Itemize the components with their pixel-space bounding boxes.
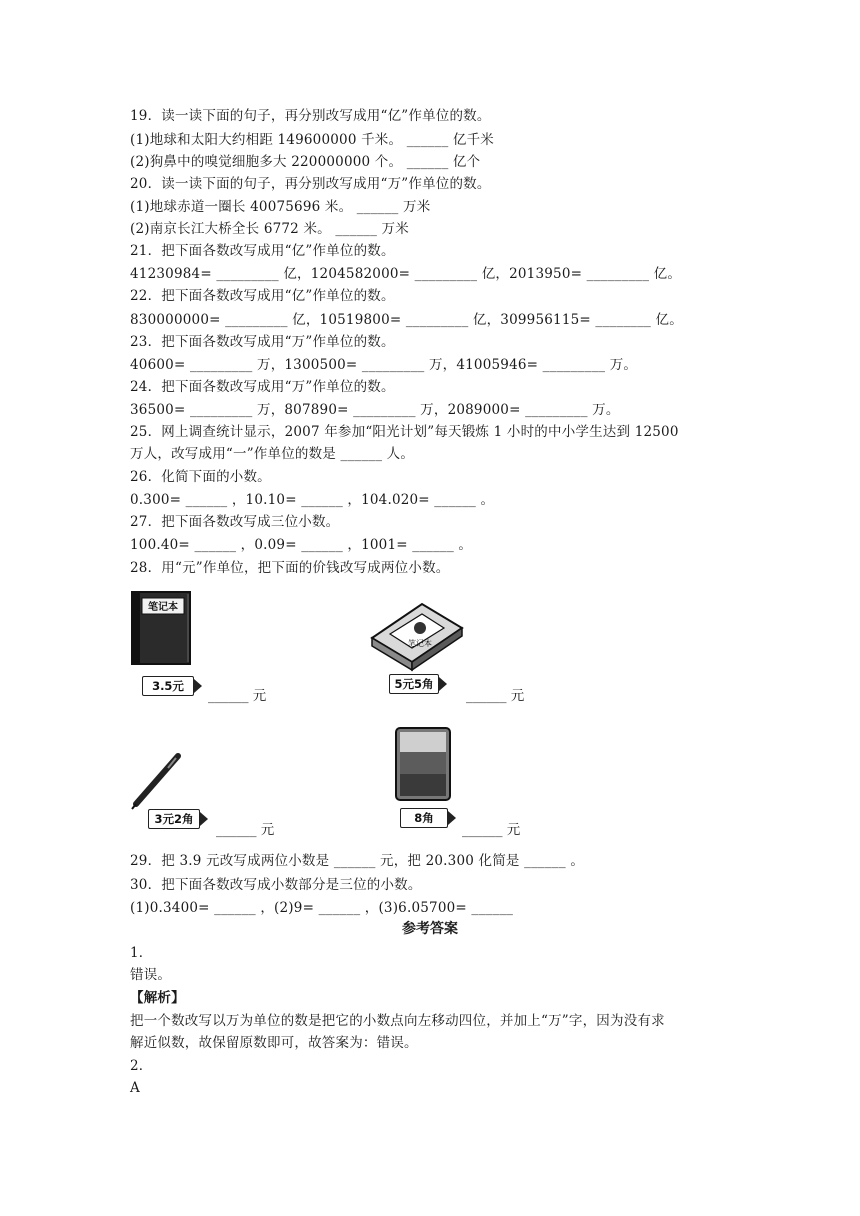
answer-blank-4: ______ 元 [462, 822, 521, 838]
question-25-line-2: 万人，改写成用“一”作单位的数是 ______ 人。 [130, 446, 415, 462]
question-20-item-1: (1)地球赤道一圈长 40075696 米。 ______ 万米 [130, 199, 431, 215]
question-22-items: 830000000= _________ 亿，10519800= _________ 亿，309956115= ________ 亿。 [130, 312, 683, 328]
question-30-title: 30．把下面各数改写成小数部分是三位的小数。 [130, 877, 422, 893]
price-tag-1: 3.5元 [142, 676, 194, 696]
question-19-title: 19．读一读下面的句子，再分别改写成用“亿”作单位的数。 [130, 108, 491, 124]
answer-1-analysis-line-1: 把一个数改写以万为单位的数是把它的小数点向左移动四位，并加上“万”字，因为没有求 [130, 1013, 665, 1029]
svg-text:笔记本: 笔记本 [148, 602, 178, 613]
price-tag-4: 8角 [400, 808, 448, 828]
answer-blank-3: ______ 元 [216, 822, 275, 838]
answers-heading: 参考答案 [402, 921, 458, 937]
question-23-title: 23．把下面各数改写成用“万”作单位的数。 [130, 334, 395, 350]
notebook-icon [128, 588, 198, 668]
answer-blank-1: ______ 元 [208, 688, 267, 704]
question-19-item-2: (2)狗鼻中的嗅觉细胞多大 220000000 个。 ______ 亿个 [130, 154, 481, 170]
question-25-line-1: 25．网上调查统计显示，2007 年参加“阳光计划”每天锻炼 1 小时的中小学生达到 12500 [130, 424, 679, 440]
answer-1-text: 错误。 [130, 967, 172, 983]
picture-book-icon [394, 726, 452, 802]
question-28-title: 28．用“元”作单位，把下面的价钱改写成两位小数。 [130, 560, 450, 576]
question-21-items: 41230984= _________ 亿，1204582000= _________ 亿，2013950= _________ 亿。 [130, 266, 682, 282]
price-tag-3: 3元2角 [148, 809, 200, 829]
question-24-items: 36500= _________ 万，807890= _________ 万，2089000= _________ 万。 [130, 402, 620, 418]
question-20-item-2: (2)南京长江大桥全长 6772 米。 ______ 万米 [130, 221, 409, 237]
answer-2-text: A [130, 1080, 140, 1096]
svg-text:笔记本: 笔记本 [408, 639, 432, 648]
price-tag-2: 5元5角 [389, 674, 439, 694]
question-22-title: 22．把下面各数改写成用“亿”作单位的数。 [130, 288, 395, 304]
framed-notebook-icon [368, 600, 466, 672]
question-26-title: 26．化简下面的小数。 [130, 469, 271, 485]
question-21-title: 21．把下面各数改写成用“亿”作单位的数。 [130, 243, 395, 259]
question-26-items: 0.300= ______ ，10.10= ______ ，104.020= ______ 。 [130, 492, 495, 508]
answer-1-number: 1． [130, 945, 153, 961]
answer-1-analysis-label: 【解析】 [130, 990, 185, 1006]
pen-icon [128, 752, 188, 812]
question-20-title: 20．读一读下面的句子，再分别改写成用“万”作单位的数。 [130, 176, 491, 192]
answer-1-analysis-line-2: 解近似数，故保留原数即可，故答案为：错误。 [130, 1035, 418, 1051]
question-23-items: 40600= _________ 万，1300500= _________ 万，41005946= _________ 万。 [130, 357, 638, 373]
answer-2-number: 2． [130, 1058, 153, 1074]
question-30-items: (1)0.3400= ______ ，(2)9= ______ ，(3)6.05700= ______ [130, 900, 514, 916]
question-19-item-1: (1)地球和太阳大约相距 149600000 千米。 ______ 亿千米 [130, 132, 494, 148]
answer-blank-2: ______ 元 [466, 688, 525, 704]
question-27-title: 27．把下面各数改写成三位小数。 [130, 514, 340, 530]
question-29: 29．把 3.9 元改写成两位小数是 ______ 元，把 20.300 化简是 ______ 。 [130, 853, 585, 869]
question-24-title: 24．把下面各数改写成用“万”作单位的数。 [130, 379, 395, 395]
question-27-items: 100.40= ______ ，0.09= ______ ，1001= ______ 。 [130, 537, 473, 553]
